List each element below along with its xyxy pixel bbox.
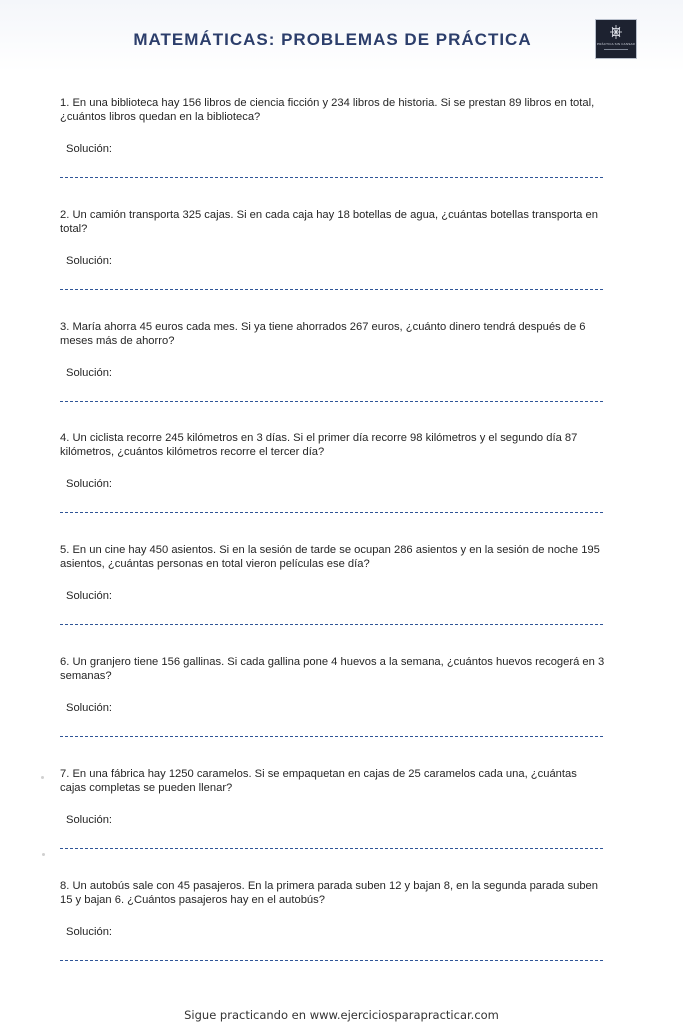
answer-divider (60, 401, 603, 402)
problem-item (60, 207, 605, 319)
problem-question: 8. Un autobús sale con 45 pasajeros. En la primera parada suben 12 y bajan 8, en la segunda parada suben 15 y bajan 6. ¿Cuántos pasajeros hay en el autobús? (60, 879, 598, 906)
problem-question: 4. Un ciclista recorre 245 kilómetros en 3 días. Si el primer día recorre 98 kilómetros y el segundo día 87 kilómetros, ¿cuántos kilómetros recorre el tercer día? (60, 432, 578, 459)
solution-label: Solución: (66, 254, 113, 267)
footer-text: Sigue practicando en www.ejerciciosparapracticar.com (184, 1008, 499, 1022)
solution-label: Solución: (66, 925, 113, 938)
problem-item (60, 319, 605, 431)
logo-underline (604, 49, 628, 50)
answer-divider (60, 848, 603, 849)
problem-question: 3. María ahorra 45 euros cada mes. Si ya tiene ahorrados 267 euros, ¿cuánto dinero tendrá después de 6 meses más de ahorro? (60, 320, 586, 347)
problem-item (60, 878, 605, 990)
answer-divider (60, 177, 603, 178)
page-title: MATEMÁTICAS: PROBLEMAS DE PRÁCTICA (133, 30, 532, 49)
answer-divider (60, 512, 603, 513)
problem-item (60, 95, 605, 207)
solution-label: Solución: (66, 366, 113, 379)
answer-divider (60, 736, 603, 737)
problem-item (60, 430, 605, 542)
solution-label: Solución: (66, 590, 113, 603)
problem-item (60, 766, 605, 878)
problem-list (60, 95, 605, 989)
answer-divider (60, 289, 603, 290)
grid-compass-icon (609, 24, 623, 40)
answer-divider (60, 960, 603, 961)
problem-question: 5. En un cine hay 450 asientos. Si en la sesión de tarde se ocupan 286 asientos y en la sesión de noche 195 asientos, ¿cuántas personas en total vieron películas ese día? (60, 544, 600, 571)
problem-question: 7. En una fábrica hay 1250 caramelos. Si se empaquetan en cajas de 25 caramelos cada una, ¿cuántas cajas completas se pueden llenar? (60, 767, 577, 794)
scan-speck (42, 853, 45, 856)
logo-text: PRÁCTICA SIN CANSAR (597, 42, 635, 46)
solution-label: Solución: (66, 813, 113, 826)
brand-logo (595, 19, 637, 59)
problem-item (60, 654, 605, 766)
problem-question: 2. Un camión transporta 325 cajas. Si en cada caja hay 18 botellas de agua, ¿cuántas botellas transporta en total? (60, 208, 598, 235)
answer-divider (60, 624, 603, 625)
solution-label: Solución: (66, 478, 113, 491)
solution-label: Solución: (66, 701, 113, 714)
problem-question: 6. Un granjero tiene 156 gallinas. Si cada gallina pone 4 huevos a la semana, ¿cuántos huevos recogerá en 3 semanas? (60, 655, 605, 682)
solution-label: Solución: (66, 143, 113, 155)
scan-speck (41, 776, 44, 779)
problem-question: 1. En una biblioteca hay 156 libros de ciencia ficción y 234 libros de historia. Si se prestan 89 libros en total, ¿cuántos libros quedan en la biblioteca? (60, 97, 595, 123)
problem-item (60, 542, 605, 654)
